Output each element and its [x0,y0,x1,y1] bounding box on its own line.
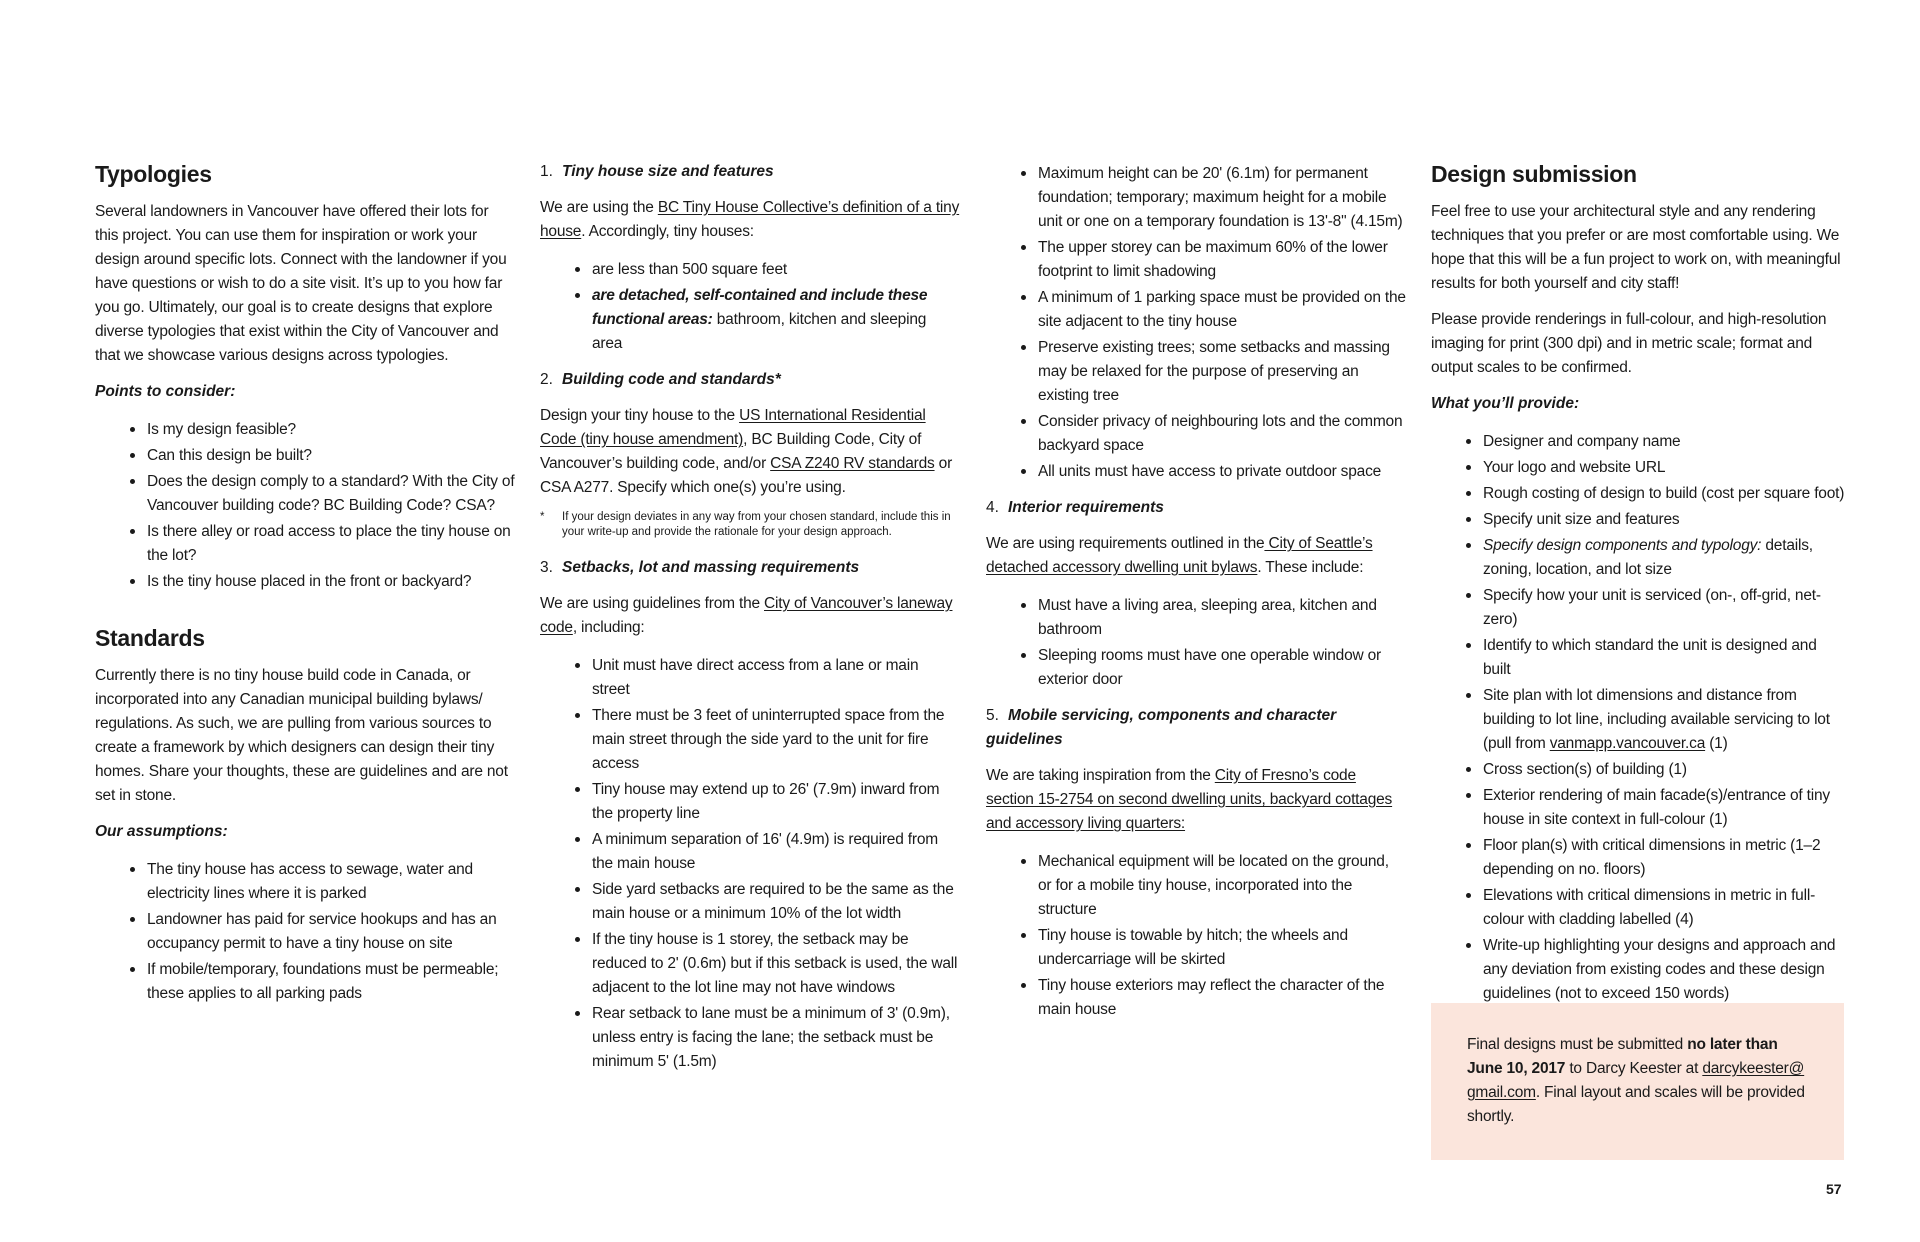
italic-text: Specify design components and typology: [1483,537,1762,554]
text: Design your tiny house to the [540,407,740,424]
section-4-list [986,592,1406,692]
list-item: • Consider privacy of neighbouring lots and the common backyard space [1038,408,1406,458]
list-item: • Landowner has paid for service hookups and has an occupancy permit to have a tiny house on site [147,906,515,956]
text: . These include: [1257,559,1364,576]
text: . Accordingly, tiny houses: [581,223,754,240]
list-item: • Exterior rendering of main facade(s)/entrance of tiny house in site context in full-colour (1) [1483,782,1846,832]
section-title: Interior requirements [1008,499,1164,516]
text: , including: [572,619,645,636]
bc-tiny-house-link[interactable]: BC Tiny House Collective’s definition of a tiny house [540,199,960,240]
list-item: • A minimum separation of 16' (4.9m) is required from the main house [592,826,960,876]
section-title: Building code and standards* [562,371,781,388]
fresno-code-link[interactable]: City of Fresno’s code section 15-2754 on second dwelling units, backyard cottages and accessory living quarters: [986,767,1393,832]
irc-link[interactable]: US International Residential Code (tiny house amendment) [540,407,926,448]
assumptions-list [95,856,515,1006]
list-item: • Specify unit size and features [1483,506,1846,532]
section-1-list [540,256,960,356]
bold-text: are detached, self-contained and include these functional areas: [592,287,928,328]
column-4 [1431,160,1846,1018]
typologies-body: Several landowners in Vancouver have offered their lots for this project. You can use them for inspiration or work your design around specific lots. Connect with the landowner if you have questions or wish to do a site visit. It’s up to you how far you go. Ultimately, our goal is to create designs that explore diverse typologies that exist within the City of Vancouver and that we showcase various designs across typologies. [95,203,507,364]
text: or CSA A277. Specify which one(s) you’re using. [540,455,953,496]
section-number: 3. [540,559,553,576]
text: details, zoning, location, and lot size [1483,537,1813,578]
section-5-intro [986,764,1406,836]
list-item: • Designer and company name [1483,428,1846,454]
deliverables-list [1431,428,1846,1006]
standards-body: Currently there is no tiny house build code in Canada, or incorporated into any Canadian municipal building bylaws/ regulations. As such, we are pulling from various sources to create a framework by which designers can design their tiny homes. Share your thoughts, these are guidelines and are not set in stone. [95,667,508,804]
seattle-bylaws-link[interactable]: City of Seattle’s detached accessory dwelling unit bylaws [986,535,1373,576]
page-number: 57 [1826,1181,1842,1197]
text: to Darcy Keester at [1565,1060,1703,1077]
list-item: • Tiny house may extend up to 26' (7.9m) inward from the property line [592,776,960,826]
list-item [1483,532,1846,582]
text: bathroom, kitchen and sleeping area [592,311,927,352]
list-item [1483,682,1846,756]
assumptions-label: Our assumptions: [95,823,228,840]
submission-intro: Feel free to use your architectural style and any rendering techniques that you prefer or are most comfortable using. We hope that this will be a fun project to work on, with meaningful results for both yourself and city staff! [1431,203,1841,292]
text: Final designs must be submitted [1467,1036,1688,1053]
list-item: • All units must have access to private outdoor space [1038,458,1406,484]
list-item: • Specify how your unit is serviced (on-, off-grid, net-zero) [1483,582,1846,632]
list-item: • Is my design feasible? [147,416,515,442]
section-number: 2. [540,371,553,388]
column-2 [540,160,960,1086]
text: We are taking inspiration from the [986,767,1215,784]
list-item: • Sleeping rooms must have one operable window or exterior door [1038,642,1406,692]
list-item: • Rear setback to lane must be a minimum of 3' (0.9m), unless entry is facing the lane; the setback must be minimum 5' (1.5m) [592,1000,960,1074]
list-item: • The tiny house has access to sewage, water and electricity lines where it is parked [147,856,515,906]
list-item: • Must have a living area, sleeping area, kitchen and bathroom [1038,592,1406,642]
list-item: • The upper storey can be maximum 60% of the lower footprint to limit shadowing [1038,234,1406,284]
section-1-intro [540,196,960,244]
list-item: • A minimum of 1 parking space must be provided on the site adjacent to the tiny house [1038,284,1406,334]
column-1 [95,160,515,1018]
list-item: • Write-up highlighting your designs and approach and any deviation from existing codes and these design guidelines (not to exceed 150 words) [1483,932,1846,1006]
text: (1) [1705,735,1728,752]
footnote-text: If your design deviates in any way from your chosen standard, include this in your write-up and provide the rationale for your design approach. [562,511,951,538]
list-item: • are less than 500 square feet [592,256,960,282]
list-item: • Elevations with critical dimensions in metric in full-colour with cladding labelled (4) [1483,882,1846,932]
list-item: • Is there alley or road access to place the tiny house on the lot? [147,518,515,568]
section-title: Tiny house size and features [562,163,774,180]
laneway-code-link[interactable]: City of Vancouver’s laneway code [540,595,953,636]
section-3-intro [540,592,960,640]
list-item: • Does the design comply to a standard? With the City of Vancouver building code? BC Building Code? CSA? [147,468,515,518]
list-item: • Maximum height can be 20' (6.1m) for permanent foundation; temporary; maximum height for a mobile unit or one on a temporary foundation is 13'-8" (4.15m) [1038,160,1406,234]
points-list [95,416,515,594]
section-2-body [540,404,960,500]
footnote-marker: * [540,511,545,523]
provide-label: What you’ll provide: [1431,395,1580,412]
text: , BC Building Code, City of Vancouver’s building code, and/or [540,431,922,472]
list-item: • Rough costing of design to build (cost per square foot) [1483,480,1846,506]
section-4-heading [986,496,1406,520]
section-3-heading [540,556,960,580]
text: . Final layout and scales will be provided shortly. [1467,1084,1805,1125]
section-3-list-continued [986,160,1406,484]
section-5-heading [986,704,1406,752]
list-item: • Your logo and website URL [1483,454,1846,480]
deadline-date: no later than June 10, 2017 [1467,1036,1778,1077]
list-item: • Preserve existing trees; some setbacks and massing may be relaxed for the purpose of preserving an existing tree [1038,334,1406,408]
list-item: • Identify to which standard the unit is designed and built [1483,632,1846,682]
list-item: • Is the tiny house placed in the front or backyard? [147,568,515,594]
list-item: • There must be 3 feet of uninterrupted space from the main street through the side yard to the unit for fire access [592,702,960,776]
list-item [592,282,960,356]
section-2-heading [540,368,960,392]
text: Site plan with lot dimensions and distance from building to lot line, including available servicing to lot (pull from [1483,687,1830,752]
list-item: • Tiny house is towable by hitch; the wheels and undercarriage will be skirted [1038,922,1406,972]
list-item: • Can this design be built? [147,442,515,468]
csa-z240-link[interactable]: CSA Z240 RV standards [770,455,935,472]
list-item: • If mobile/temporary, foundations must be permeable; these applies to all parking pads [147,956,515,1006]
section-number: 1. [540,163,553,180]
text: We are using the [540,199,658,216]
design-submission-heading: Design submission [1431,161,1637,187]
standards-heading: Standards [95,625,205,651]
list-item: • If the tiny house is 1 storey, the setback may be reduced to 2' (0.6m) but if this setback is used, the wall adjacent to the lot line may not have windows [592,926,960,1000]
section-number: 5. [986,707,999,724]
typologies-heading: Typologies [95,161,212,187]
list-item: • Floor plan(s) with critical dimensions in metric (1–2 depending on no. floors) [1483,832,1846,882]
column-3 [986,160,1406,1034]
section-title: Setbacks, lot and massing requirements [562,559,860,576]
text: We are using requirements outlined in the [986,535,1265,552]
text: We are using guidelines from the [540,595,765,612]
submission-format: Please provide renderings in full-colour, and high-resolution imaging for print (300 dpi) and in metric scale; format and output scales to be confirmed. [1431,311,1827,376]
list-item: • Cross section(s) of building (1) [1483,756,1846,782]
list-item: • Unit must have direct access from a lane or main street [592,652,960,702]
footnote [540,510,960,540]
section-1-heading [540,160,960,184]
list-item: • Side yard setbacks are required to be the same as the main house or a minimum 10% of the lot width [592,876,960,926]
vanmapp-link[interactable]: vanmapp.vancouver.ca [1549,735,1706,752]
section-title: Mobile servicing, components and character guidelines [986,707,1337,748]
section-5-list [986,848,1406,1022]
points-label: Points to consider: [95,383,236,400]
section-number: 4. [986,499,999,516]
list-item: • Mechanical equipment will be located on the ground, or for a mobile tiny house, incorporated into the structure [1038,848,1406,922]
section-4-intro [986,532,1406,580]
section-3-list [540,652,960,1074]
email-link[interactable]: darcykeester@ gmail.com [1467,1060,1805,1101]
list-item: • Tiny house exteriors may reflect the character of the main house [1038,972,1406,1022]
callout-text [1467,1033,1808,1129]
deadline-callout [1431,1003,1844,1160]
